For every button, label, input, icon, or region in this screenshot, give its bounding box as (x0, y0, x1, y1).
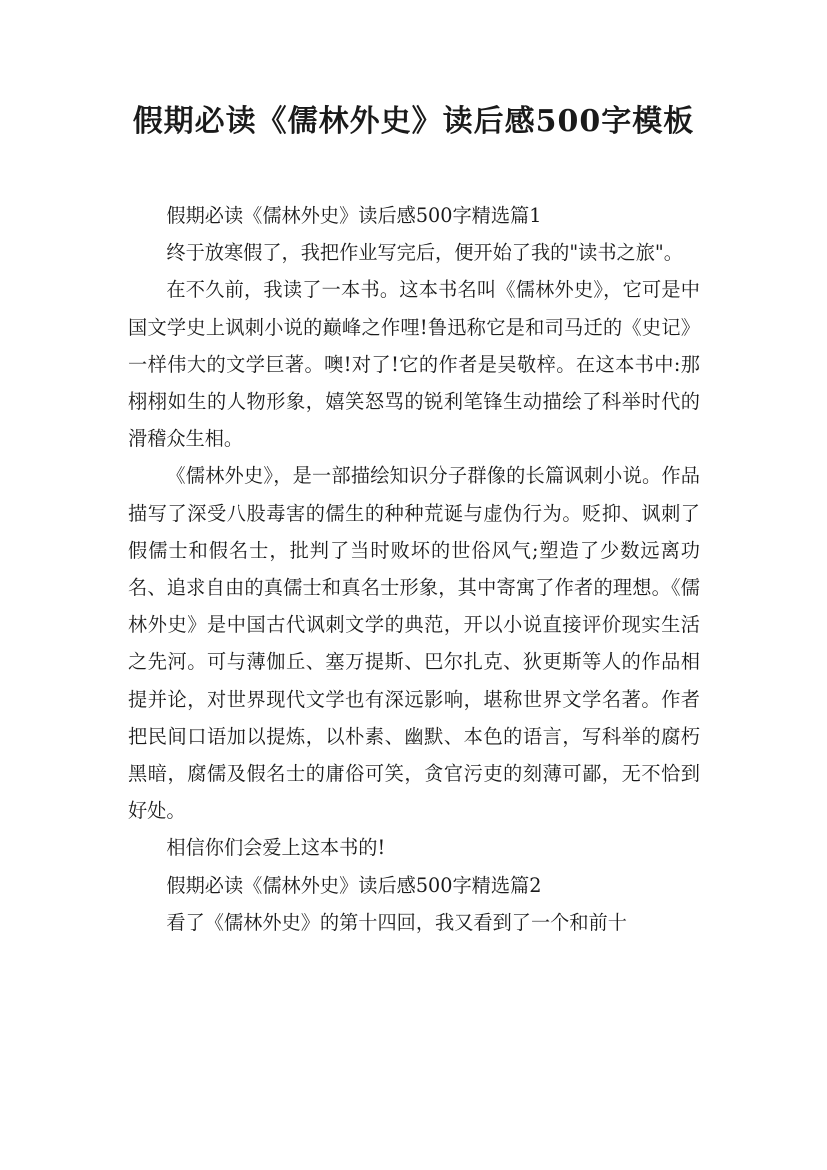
paragraph: 看了《儒林外史》的第十四回，我又看到了一个和前十 (166, 910, 627, 934)
paragraph: 《儒林外史》，是一部描绘知识分子群像的长篇讽刺小说。作品描写了深受八股毒害的儒生的种种荒诞与虚伪行为。贬抑、讽刺了假儒士和假名士，批判了当时败坏的世俗风气;塑造了少数远离功名、追求自由的真儒士和真名士形象，其中寄寓了作者的理想。《儒林外史》是中国古代讽刺文学的典范，开以小说直接评价现实生活之先河。可与薄伽丘、塞万提斯、巴尔扎克、狄更斯等人的作品相提并论，对世界现代文学也有深远影响，堪称世界文学名著。作者把民间口语加以提炼，以朴素、幽默、本色的语言，写科举的腐朽黑暗，腐儒及假名士的庸俗可笑，贪官污吏的刻薄可鄙，无不恰到好处。 (128, 464, 700, 823)
section-heading-1: 假期必读《儒林外史》读后感500字精选篇1 (166, 204, 542, 227)
paragraph: 终于放寒假了，我把作业写完后，便开始了我的"读书之旅"。 (166, 241, 683, 265)
page-title: 假期必读《儒林外史》读后感500字模板 (132, 104, 695, 139)
section-heading-2: 假期必读《儒林外史》读后感500字精选篇2 (166, 873, 542, 897)
document-body (128, 197, 700, 941)
paragraph: 在不久前，我读了一本书。这本书名叫《儒林外史》，它可是中国文学史上讽刺小说的巅峰之作哩!鲁迅称它是和司马迁的《史记》一样伟大的文学巨著。噢!对了!它的作者是吴敬梓。在这本书中:那栩栩如生的人物形象，嬉笑怒骂的锐利笔锋生动描绘了科举时代的滑稽众生相。 (128, 278, 700, 451)
paragraph: 相信你们会爱上这本书的! (166, 836, 386, 860)
